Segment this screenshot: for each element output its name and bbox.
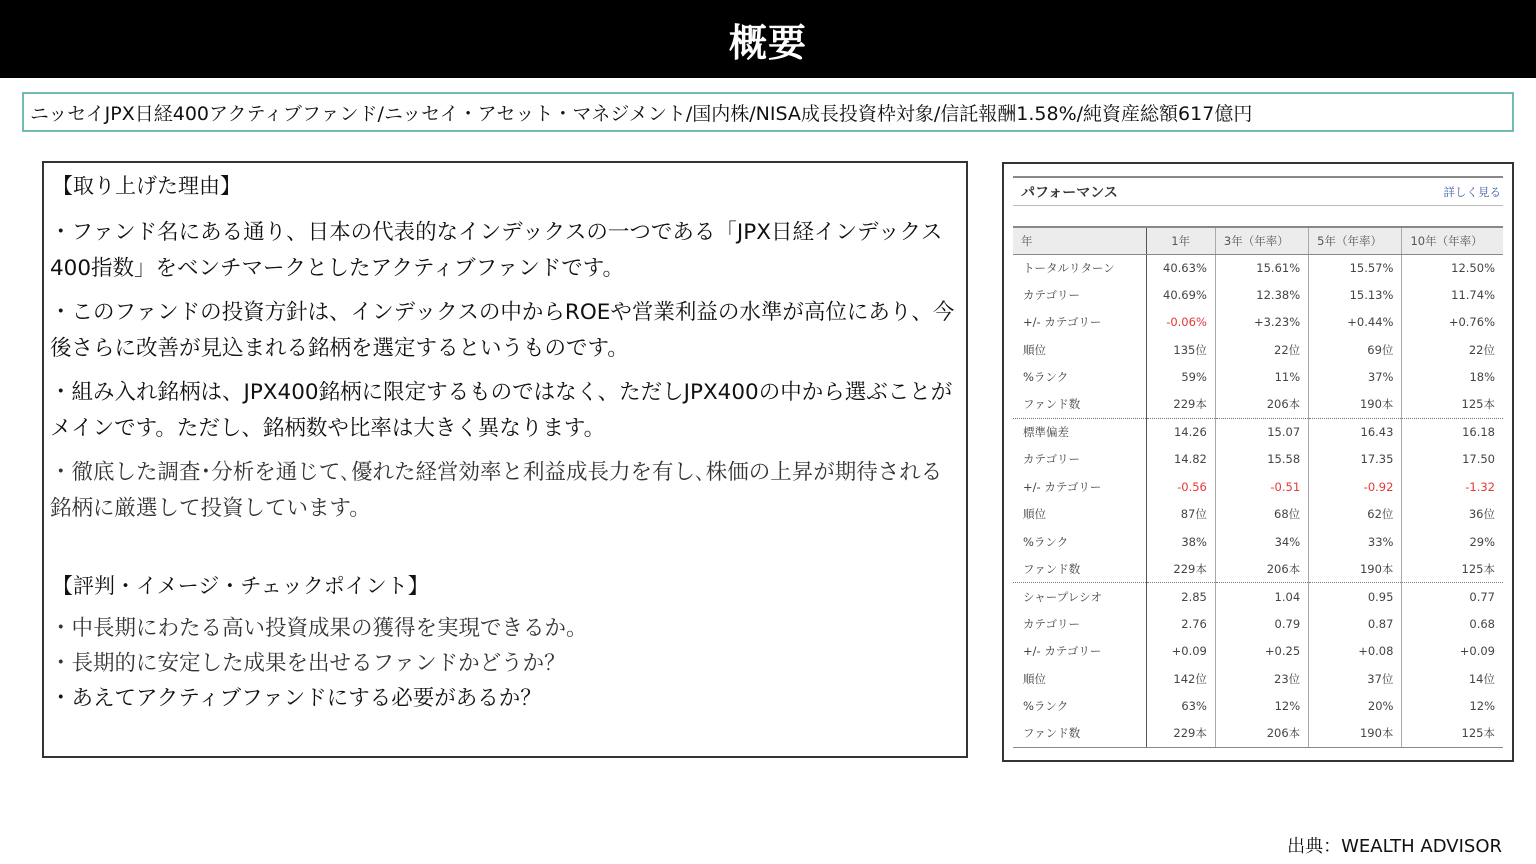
table-cell: +0.09 [1459,644,1495,659]
table-cell: 229本 [1146,555,1215,582]
table-cell: 23位 [1215,665,1308,692]
table-cell: 22位 [1215,336,1308,363]
table-cell: 15.58 [1215,446,1308,473]
reasons-box [42,161,968,758]
fund-summary-box [22,92,1514,132]
checkpoint-item: ・長期的に安定した成果を出せるファンドかどうか？ [50,651,566,676]
reason-paragraph: ・ファンド名にある通り、日本の代表的なインデックスの一つである「JPX日経インデックス400指数」をベンチマークとしたアクティブファンドです。 [50,220,943,281]
row-label: カテゴリー [1013,446,1146,473]
table-cell: +0.25 [1215,637,1308,664]
table-row [1013,309,1503,336]
table-cell: +0.76% [1448,315,1495,330]
table-cell: 40.69% [1146,281,1215,308]
fund-summary-text: ニッセイJPX日経400アクティブファンド/ニッセイ・アセット・マネジメント/国内株/NISA成長投資枠対象/信託報酬1.58%/純資産総額617億円 [30,102,1253,125]
table-cell: 125本 [1402,720,1503,747]
checkpoint-item: ・あえてアクティブファンドにする必要があるか？ [50,686,542,711]
table-row [1013,418,1503,445]
row-label: +/- カテゴリー [1013,637,1146,664]
table-cell: 16.18 [1402,418,1503,445]
column-header: 年 [1013,227,1146,254]
reason-paragraph: ・このファンドの投資方針は、インデックスの中からROEや営業利益の水準が高位にあり、今後さらに改善が見込まれる銘柄を選定するというものです。 [50,300,955,361]
column-header: 5年（年率） [1309,227,1402,254]
performance-title: パフォーマンス [1021,184,1118,201]
table-cell: 68位 [1215,501,1308,528]
table-cell: -0.92 [1309,473,1402,500]
column-header: 3年（年率） [1215,227,1308,254]
table-cell: 15.13% [1309,281,1402,308]
table-cell: 33% [1309,528,1402,555]
table-cell: 34% [1215,528,1308,555]
table-cell: 190本 [1309,720,1402,747]
table-cell: 22位 [1468,342,1495,357]
row-label: +/- カテゴリー [1013,309,1146,336]
table-cell: +0.08 [1309,637,1402,664]
table-row [1013,637,1503,664]
table-cell: 59% [1146,364,1215,391]
checkpoints-heading: 【評判・イメージ・チェックポイント】 [52,574,429,598]
row-label: 順位 [1013,501,1146,528]
table-cell: 14.26 [1146,418,1215,445]
table-cell: 17.35 [1309,446,1402,473]
table-cell: 125本 [1461,397,1495,412]
table-row [1013,336,1503,363]
table-cell: -0.51 [1215,473,1308,500]
row-label: ファンド数 [1013,720,1146,747]
table-cell: -0.06% [1146,309,1215,336]
table-cell: 15.07 [1215,418,1308,445]
table-cell: 16.43 [1309,418,1402,445]
performance-table [1013,226,1503,748]
table-cell: 36位 [1468,507,1495,522]
table-cell: 37% [1309,364,1402,391]
table-cell: 20% [1309,692,1402,719]
table-cell: 190本 [1309,555,1402,582]
row-label: ファンド数 [1013,555,1146,582]
table-cell: 190本 [1309,391,1402,418]
table-cell: 15.57% [1309,254,1402,281]
column-header: 1年 [1146,227,1215,254]
table-cell: 206本 [1215,555,1308,582]
see-more-link[interactable]: 詳しく見る [1443,184,1501,199]
row-label: 順位 [1013,665,1146,692]
page-title: 概要 [728,20,807,65]
performance-panel [1002,162,1514,762]
table-cell: 12.38% [1215,281,1308,308]
table-cell: 14.82 [1146,446,1215,473]
table-cell: 15.61% [1215,254,1308,281]
row-label: 標準偏差 [1013,418,1146,445]
table-cell: 29% [1469,534,1495,549]
table-row [1013,720,1503,747]
table-row [1013,528,1503,555]
table-cell: 40.63% [1146,254,1215,281]
table-cell: 17.50 [1462,452,1495,467]
row-label: シャープレシオ [1013,583,1146,610]
table-cell: 1.04 [1215,583,1308,610]
table-row [1013,254,1503,281]
checkpoint-item: ・中長期にわたる高い投資成果の獲得を実現できるか。 [50,616,588,641]
table-cell: 229本 [1146,720,1215,747]
row-label: カテゴリー [1013,281,1146,308]
table-row [1013,555,1503,582]
table-cell: 11.74% [1451,288,1495,303]
table-cell: 14位 [1468,671,1495,686]
table-row [1013,364,1503,391]
table-cell: 69位 [1309,336,1402,363]
table-cell: 18% [1469,370,1495,385]
performance-header [1013,176,1503,206]
table-cell: 62位 [1309,501,1402,528]
table-cell: 2.85 [1146,583,1215,610]
table-cell: +3.23% [1215,309,1308,336]
row-label: カテゴリー [1013,610,1146,637]
table-cell: 2.76 [1146,610,1215,637]
table-cell: 125本 [1461,561,1495,576]
reasons-heading: 【取り上げた理由】 [52,174,241,198]
table-row [1013,692,1503,719]
row-label: 順位 [1013,336,1146,363]
table-cell: -0.56 [1146,473,1215,500]
table-cell: 0.95 [1309,583,1402,610]
column-header: 10年（年率） [1402,227,1503,254]
table-cell: 0.68 [1469,616,1495,631]
table-row [1013,281,1503,308]
table-cell: 12.50% [1451,260,1495,275]
table-cell: +0.09 [1146,637,1215,664]
reason-paragraph: ・徹底した調査･分析を通じて､優れた経営効率と利益成長力を有し､株価の上昇が期待される銘柄に厳選して投資しています。 [50,460,943,521]
table-row [1013,446,1503,473]
table-row [1013,473,1503,500]
table-cell: 37位 [1309,665,1402,692]
table-row [1013,501,1503,528]
table-cell: 11% [1215,364,1308,391]
table-row [1013,665,1503,692]
table-cell: -1.32 [1465,479,1495,494]
table-row [1013,391,1503,418]
row-label: トータルリターン [1013,254,1146,281]
page-title-bar [0,0,1536,78]
row-label: +/- カテゴリー [1013,473,1146,500]
table-cell: 38% [1146,528,1215,555]
table-cell: 0.79 [1215,610,1308,637]
row-label: %ランク [1013,364,1146,391]
table-cell: 206本 [1215,391,1308,418]
table-cell: 229本 [1146,391,1215,418]
table-cell: 206本 [1215,720,1308,747]
table-row [1013,583,1503,610]
table-row [1013,610,1503,637]
row-label: %ランク [1013,528,1146,555]
checkpoints-list [50,611,960,716]
table-cell: 135位 [1146,336,1215,363]
table-cell: 0.77 [1402,583,1503,610]
table-cell: 63% [1146,692,1215,719]
table-cell: 87位 [1146,501,1215,528]
row-label: %ランク [1013,692,1146,719]
table-header-row [1013,227,1503,254]
source-credit: 出典：WEALTH ADVISOR [1287,836,1502,857]
reason-paragraph: ・組み入れ銘柄は、JPX400銘柄に限定するものではなく、ただしJPX400の中から選ぶことがメインです。ただし、銘柄数や比率は大きく異なります。 [50,380,953,441]
spacer [50,535,960,571]
row-label: ファンド数 [1013,391,1146,418]
table-cell: 12% [1215,692,1308,719]
table-cell: 12% [1469,698,1495,713]
table-cell: 142位 [1146,665,1215,692]
table-cell: +0.44% [1309,309,1402,336]
performance-table-body [1013,254,1503,747]
table-cell: 0.87 [1309,610,1402,637]
